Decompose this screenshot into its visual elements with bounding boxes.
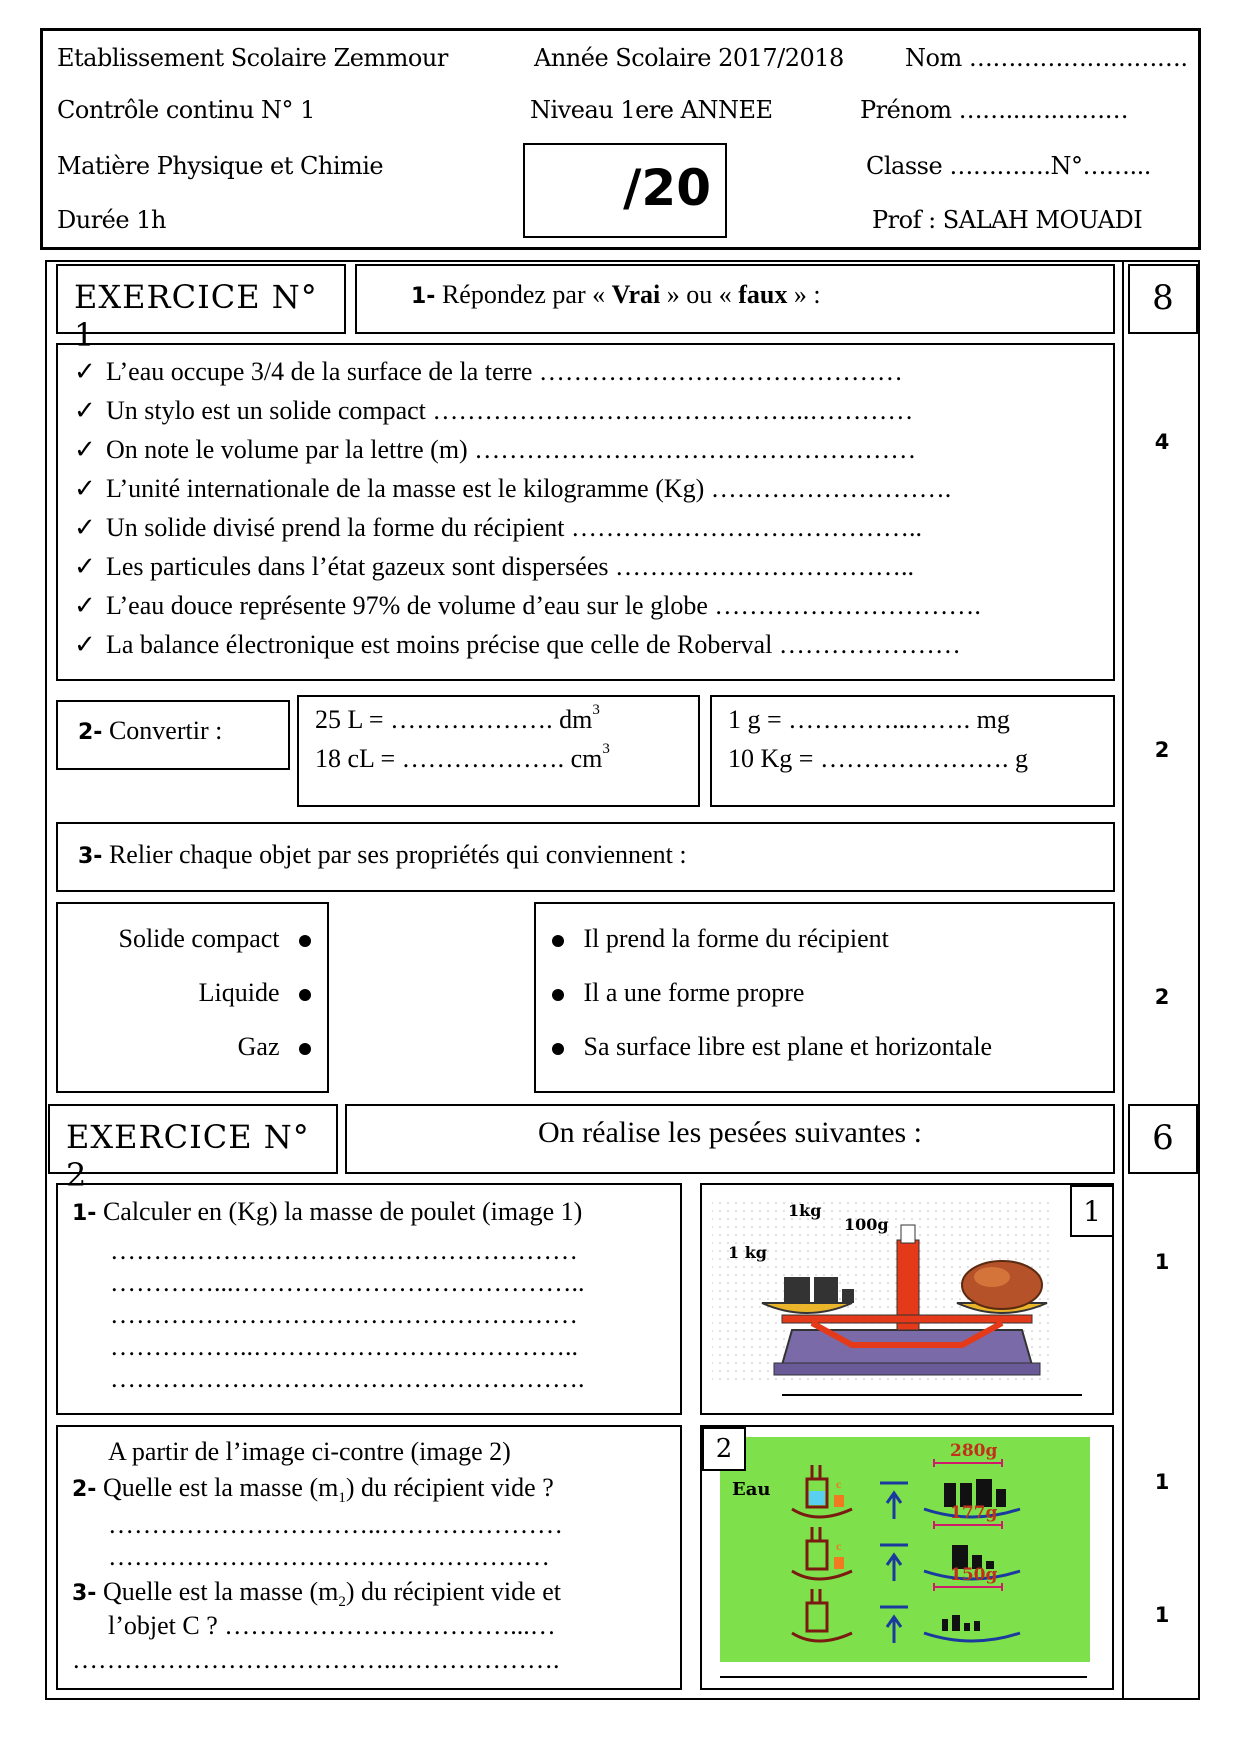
exponent: 3 [602,741,610,757]
ex2-total: 6 [1152,1118,1174,1158]
check-icon: ✓ [74,474,96,503]
image-2-label-c2: c [836,1539,842,1553]
answer-line: ……………………………………………… [110,1236,578,1265]
statement-text: L’eau douce représente 97% de volume d’eau sur le globe …………………………. [106,591,981,620]
ex2-q1-answer-lines [110,1235,585,1395]
statement-2 [74,396,913,426]
answer-line: …………...………………………………….. [110,1268,585,1297]
left-item-text: Solide compact [118,924,280,953]
conversion-1-text: 25 L = ………………. dm [315,705,593,734]
ex2-q3-points: 1 [1154,1603,1170,1627]
left-item-text: Gaz [237,1032,280,1061]
q2-points: 2 [1154,738,1170,762]
ex2-q2-prompt-a: Quelle est la masse (m [102,1473,339,1502]
ex2-q1-points: 1 [1154,1250,1170,1274]
q2-label-box [56,700,290,770]
statement-4 [74,474,951,504]
statement-6 [74,552,914,582]
image-2-label-eau: Eau [732,1479,771,1500]
ex2-q2-prompt-b: ) du récipient vide ? [345,1473,554,1502]
right-item-2 [552,978,804,1008]
q3-prompt-text: Relier chaque objet par ses propriétés qui conviennent : [108,840,687,869]
ex2-total-box [1128,1104,1198,1174]
left-item-text: Liquide [198,978,280,1007]
q3-number: 3- [78,844,103,869]
answer-line: …………………………………………… [108,1542,550,1571]
ex2-q1-box [56,1183,682,1415]
classe-field: Classe ………….N°……... [866,152,1151,180]
check-icon: ✓ [74,396,96,425]
ex2-q1-prompt-text: Calculer en (Kg) la masse de poulet (image 1) [102,1197,583,1226]
q1-prompt-c: » : [793,280,821,309]
image-1-box [700,1183,1114,1415]
ex2-q2-number: 2- [72,1477,97,1502]
conversion-2-text: 18 cL = ………………. cm [315,744,603,773]
q1-prompt-a: Répondez par « [441,280,606,309]
statement-text: L’unité internationale de la masse est le kilogramme (Kg) ………………………. [106,474,952,503]
statement-text: On note le volume par la lettre (m) …………………………………………… [106,435,917,464]
ex2-q3-answer-line: ………………………………..………………. [72,1645,560,1674]
q2-conversion-box-b [710,695,1115,807]
prenom-field: Prénom ……...….……… [860,96,1129,124]
ex2-intro-box [345,1104,1115,1174]
exercise-2-title-box [48,1104,338,1194]
conversion-3: 1 g = …………...……. mg [728,705,1010,734]
answer-line: ……………..……………………………….. [110,1332,578,1361]
image-1-label-1kg-left: 1 kg [728,1243,767,1262]
q2-label-text: Convertir : [108,716,223,745]
matiere: Matière Physique et Chimie [57,152,384,180]
control-number: Contrôle continu N° 1 [57,96,315,124]
image-2-box [700,1425,1114,1690]
bullet-dot-icon [552,989,564,1001]
ex2-q3-prompt-a: Quelle est la masse (m [102,1577,339,1606]
score-box [523,143,727,238]
bullet-dot-icon [552,935,564,947]
image-1-label-100g: 100g [844,1215,889,1234]
q1-points: 4 [1154,430,1170,454]
image-2-label-c1: c [836,1477,842,1491]
image-1-tag-label: 1 [1083,1195,1101,1228]
check-icon: ✓ [74,435,96,464]
ex2-q2-prompt [72,1473,554,1507]
ex2-q2-intro: A partir de l’image ci-contre (image 2) [108,1437,511,1466]
ex2-q3-sub: 2 [338,1594,346,1611]
q2-label [78,716,222,746]
q1-prompt [411,280,821,310]
statement-text: La balance électronique est moins précise que celle de Roberval ………………… [106,630,961,659]
bullet-dot-icon [299,935,311,947]
score-label: /20 [623,159,711,217]
pesees-diagram-image [702,1427,1112,1688]
conversion-2 [315,741,610,774]
answer-line: ……………………………………………… [110,1300,578,1329]
school-name: Etablissement Scolaire Zemmour [57,44,448,72]
q1-number: 1- [411,284,436,309]
conversion-1 [315,702,600,735]
ex2-q2-sub: 1 [338,1490,346,1507]
bullet-dot-icon [552,1043,564,1055]
check-icon: ✓ [74,552,96,581]
q3-right-box [534,902,1115,1093]
image-2-label-150g: 150g [950,1565,998,1585]
ex1-total: 8 [1152,278,1174,318]
image-2-label-177g: 177g [950,1503,998,1523]
ex2-q2-answer-lines [108,1509,563,1573]
right-item-1 [552,924,889,954]
statement-text: Un solide divisé prend la forme du récipient ………………………………….. [106,513,922,542]
image-2-tag-label: 2 [715,1434,733,1464]
ex2-q3-prompt-line2: l’objet C ? ……………………………...… [108,1611,556,1640]
q1-prompt-box [355,264,1115,334]
q1-statements-box [56,343,1115,681]
q2-conversion-box-a [297,695,700,807]
ex1-total-box [1128,264,1198,334]
q1-prompt-b: » ou « [666,280,732,309]
exercise-1-title-box [56,264,346,354]
statement-8 [74,630,961,660]
answer-line: ………………………………………………. [110,1364,585,1393]
check-icon: ✓ [74,513,96,542]
q1-vrai: Vrai [611,280,661,309]
statement-text: Un stylo est un solide compact ……………………………………..………… [106,396,914,425]
ex2-q1-number: 1- [72,1201,97,1226]
q2-number: 2- [78,720,103,745]
check-icon: ✓ [74,591,96,620]
statement-1 [74,357,903,387]
duree: Durée 1h [57,206,166,234]
statement-3 [74,435,916,465]
image-1-label-1kg: 1kg [788,1201,822,1220]
q3-prompt [78,840,687,870]
image-1-tag [1070,1185,1114,1237]
prof-name: Prof : SALAH MOUADI [872,206,1143,234]
right-item-text: Il prend la forme du récipient [583,924,889,953]
image-2-label-280g: 280g [950,1441,998,1461]
q3-points: 2 [1154,985,1170,1009]
ex2-q3-number: 3- [72,1581,97,1606]
q1-faux: faux [738,280,788,309]
right-item-3 [552,1032,992,1062]
niveau: Niveau 1ere ANNEE [530,96,773,124]
right-item-text: Sa surface libre est plane et horizontale [583,1032,993,1061]
exponent: 3 [592,702,600,718]
bullet-dot-icon [299,989,311,1001]
ex2-q2-box [56,1425,682,1690]
answer-line: …………………………..………………… [108,1510,563,1539]
exercise-1-title: EXERCICE N° 1 [74,278,318,354]
school-year: Année Scolaire 2017/2018 [534,44,844,72]
conversion-4: 10 Kg = …………………. g [728,744,1028,773]
statement-text: L’eau occupe 3/4 de la surface de la terre …………………………………… [106,357,903,386]
image-2-tag [702,1427,746,1471]
bullet-dot-icon [299,1043,311,1055]
right-item-text: Il a une forme propre [583,978,805,1007]
q3-prompt-box [56,822,1115,892]
q3-left-box [56,902,329,1093]
check-icon: ✓ [74,630,96,659]
ex2-q3-prompt [72,1577,561,1611]
ex2-intro: On réalise les pesées suivantes : [537,1116,923,1149]
left-item-2 [199,978,311,1008]
roberval-balance-image [702,1185,1112,1413]
nom-field: Nom ………………………. [905,44,1188,72]
statement-7 [74,591,981,621]
exercise-2-title: EXERCICE N° 2 [66,1118,310,1194]
ex2-q1-prompt [72,1197,582,1227]
ex2-q2-points: 1 [1154,1470,1170,1494]
statement-text: Les particules dans l’état gazeux sont dispersées …………………………….. [106,552,914,581]
left-item-3 [238,1032,311,1062]
check-icon: ✓ [74,357,96,386]
ex2-q3-prompt-b: ) du récipient vide et [345,1577,561,1606]
statement-5 [74,513,922,543]
left-item-1 [118,924,311,954]
